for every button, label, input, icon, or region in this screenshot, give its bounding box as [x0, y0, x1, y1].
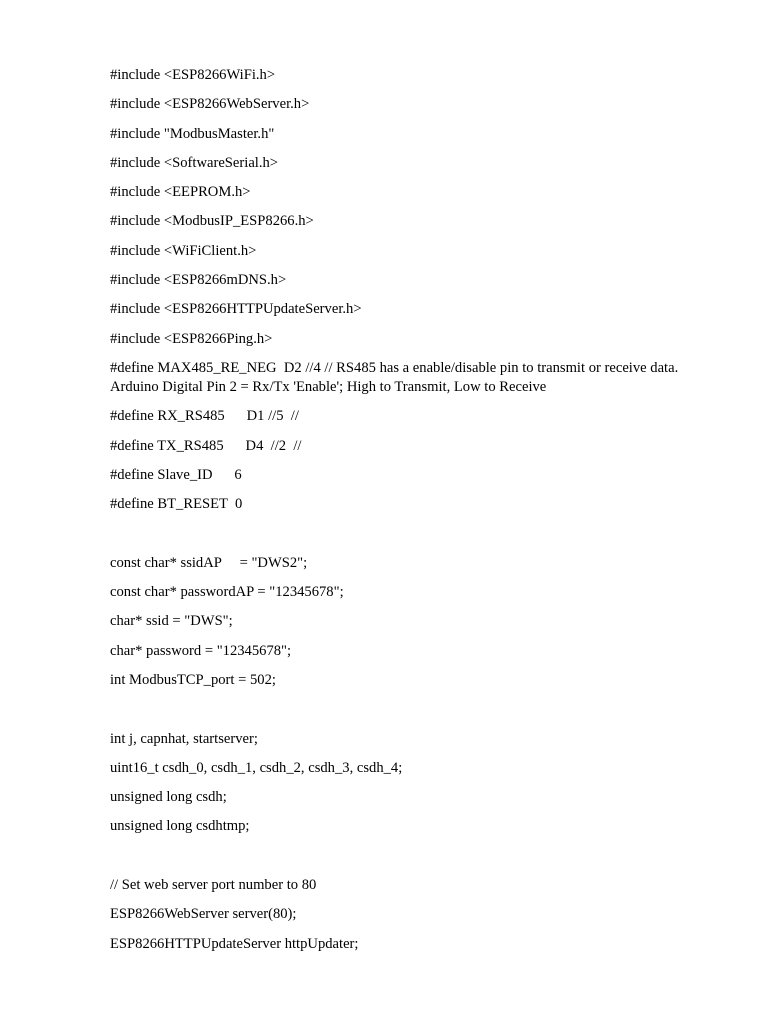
code-line-define-rx-rs485: #define RX_RS485 D1 //5 //: [110, 408, 299, 425]
code-line-include-modbusip: #include <ModbusIP_ESP8266.h>: [110, 213, 314, 230]
code-line-comment-web-server: // Set web server port number to 80: [110, 877, 317, 894]
code-line-include-modbusmaster: #include "ModbusMaster.h": [110, 125, 275, 142]
code-line-password-ap: const char* passwordAP = "12345678";: [110, 584, 344, 601]
code-line-uint16-vars: uint16_t csdh_0, csdh_1, csdh_2, csdh_3, csdh_4;: [110, 759, 403, 776]
code-line-include-softwareserial: #include <SoftwareSerial.h>: [110, 154, 279, 171]
code-line-include-ping: #include <ESP8266Ping.h>: [110, 330, 273, 347]
code-line-define-tx-rs485: #define TX_RS485 D4 //2 //: [110, 437, 302, 454]
code-line-ssid-ap: const char* ssidAP = "DWS2";: [110, 554, 308, 571]
code-line-include-esp8266wifi: #include <ESP8266WiFi.h>: [110, 67, 276, 83]
code-line-password: char* password = "12345678";: [110, 642, 292, 659]
code-line-include-mdns: #include <ESP8266mDNS.h>: [110, 272, 287, 289]
code-line-include-eeprom: #include <EEPROM.h>: [110, 184, 251, 201]
code-line-define-max485: #define MAX485_RE_NEG D2 //4 // RS485 has a enable/disable pin to transmit or receive data. Arduino Digital Pin 2 = Rx/Tx 'Enable'; High to Transmit, Low to Receive: [110, 359, 682, 395]
code-line-define-slave-id: #define Slave_ID 6: [110, 466, 242, 483]
code-line-include-esp8266webserver: #include <ESP8266WebServer.h>: [110, 96, 310, 113]
blank-line: [110, 700, 690, 719]
code-line-ssid: char* ssid = "DWS";: [110, 613, 233, 630]
code-listing: [110, 66, 690, 964]
code-line-webserver-instance: ESP8266WebServer server(80);: [110, 906, 297, 923]
code-line-include-httpupdateserver: #include <ESP8266HTTPUpdateServer.h>: [110, 301, 362, 318]
code-line-include-wificlient: #include <WiFiClient.h>: [110, 242, 257, 259]
code-line-define-bt-reset: #define BT_RESET 0: [110, 496, 243, 513]
code-line-modbus-tcp-port: int ModbusTCP_port = 502;: [110, 671, 276, 688]
code-line-csdh: unsigned long csdh;: [110, 789, 227, 806]
blank-line: [110, 524, 690, 543]
code-line-int-vars: int j, capnhat, startserver;: [110, 730, 258, 747]
code-line-httpupdater-instance: ESP8266HTTPUpdateServer httpUpdater;: [110, 935, 359, 952]
blank-line: [110, 847, 690, 866]
code-line-csdhtmp: unsigned long csdhtmp;: [110, 818, 250, 835]
